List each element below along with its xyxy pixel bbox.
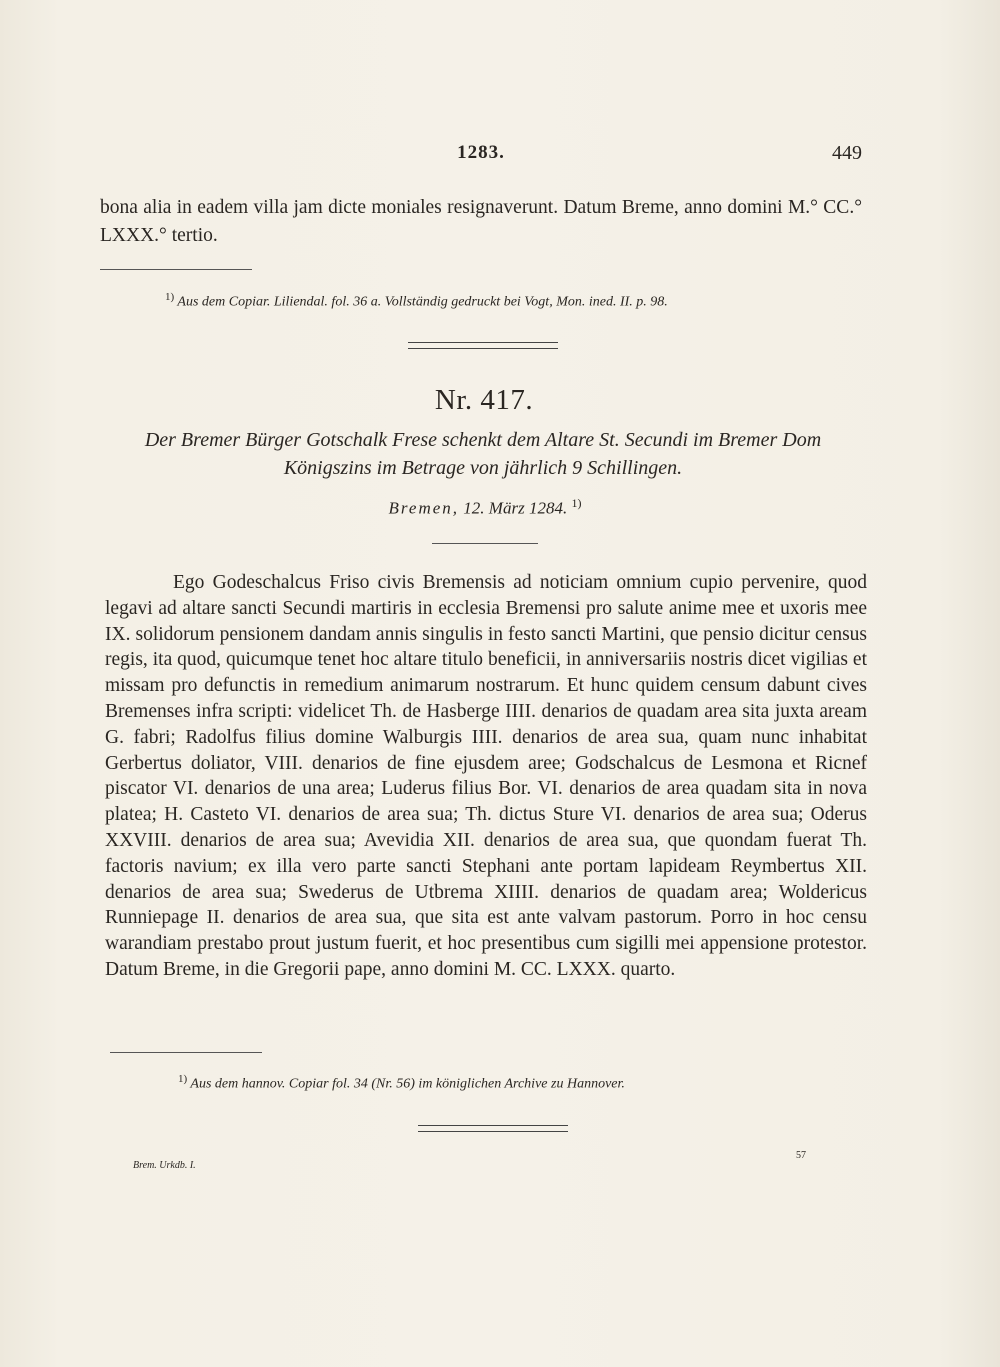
sheet-number: 57 bbox=[796, 1150, 806, 1161]
running-head bbox=[100, 142, 862, 166]
previous-footnote bbox=[165, 291, 668, 311]
document-regest bbox=[100, 426, 866, 482]
date-place: Bremen, bbox=[388, 498, 460, 518]
regest-line: Der Bremer Bürger Gotschalk Frese schenkt dem Altare St. Secundi im Bremer Dom bbox=[144, 429, 822, 451]
page-number: 449 bbox=[832, 142, 862, 164]
date-footnote-marker: 1) bbox=[571, 496, 582, 510]
document-body: Ego Godeschalcus Friso civis Bremensis ad noticiam omnium cupio pervenire, quod legavi ad altare sancti Secundi martiris in ecclesia Bremensi pro salute anime mee et uxoris mee IX. solidorum pensionem dandam annis singulis in festo sancti Martini, que pensio dicitur census regis, ita quod, quicumque tenet hoc altare titulo beneficii, in anniversariis nostris dicet vigilias et missam pro defunctis in remedium animarum nostrarum. Et hunc quidem censum dabunt cives Bremenses infra scripti: videlicet Th. de Hasberge IIII. denarios de quadam area sita juxta aream G. fabri; Radolfus filius domine Walburgis IIII. denarios de area sua, quam nunc inhabitat Gerbertus doliator, VIII. denarios de fine ejusdem aree; Godschalcus de Lesmona et Ricnef piscator VI. denarios de una area; Luderus filius Bor. VI. denarios de area quadam sita in nova platea; H. Casteto VI. denarios de area sua; Th. dictus Sture VI. denarios de area sua; Oderus XXVIII. denarios de area sua; Avevidia XII. denarios de area sua, que quondam fuerat Th. factoris navium; ex illa vero parte sancti Stephani ante portam lapideam Reymbertus XII. denarios de area sua; Swederus de Utbrema XIIII. denarios de quadam area; Woldericus Runniepage II. denarios de area sua, que sita est ante valvam pastorum. Porro in hoc censu warandiam prestabo prout justum fuerit, et hoc presentibus cum sigilli mei appensione protestor. Datum Breme, in die Gregorii pape, anno domini M. CC. LXXX. quarto. bbox=[105, 572, 867, 980]
document-number: Nr. 417. bbox=[434, 384, 534, 416]
footnote-separator bbox=[110, 1052, 262, 1053]
sheet-signature: Brem. Urkdb. I. bbox=[133, 1160, 196, 1171]
footnote-text: Aus dem Copiar. Liliendal. fol. 36 a. Vollständig gedruckt bei Vogt, Mon. ined. II. p. 98. bbox=[177, 294, 668, 310]
section-divider bbox=[408, 342, 558, 349]
date-day: 12. März 1284. bbox=[463, 498, 568, 518]
regest-line: Königszins im Betrage von jährlich 9 Schillingen. bbox=[283, 457, 683, 479]
dateline bbox=[0, 496, 970, 519]
footnote-marker: 1) bbox=[178, 1073, 188, 1085]
footnote-text: Aus dem hannov. Copiar fol. 34 (Nr. 56) im königlichen Archive zu Hannover. bbox=[190, 1076, 625, 1092]
footnote-marker: 1) bbox=[165, 291, 175, 303]
end-divider bbox=[418, 1125, 568, 1132]
previous-document-closing: bona alia in eadem villa jam dicte moniales resignaverunt. Datum Breme, anno domini M.° CC.° LXXX.° tertio. bbox=[100, 197, 862, 246]
short-divider bbox=[432, 543, 538, 544]
header-year: 1283. bbox=[457, 142, 505, 163]
footnote-separator bbox=[100, 269, 252, 270]
document-footnote bbox=[178, 1073, 625, 1093]
